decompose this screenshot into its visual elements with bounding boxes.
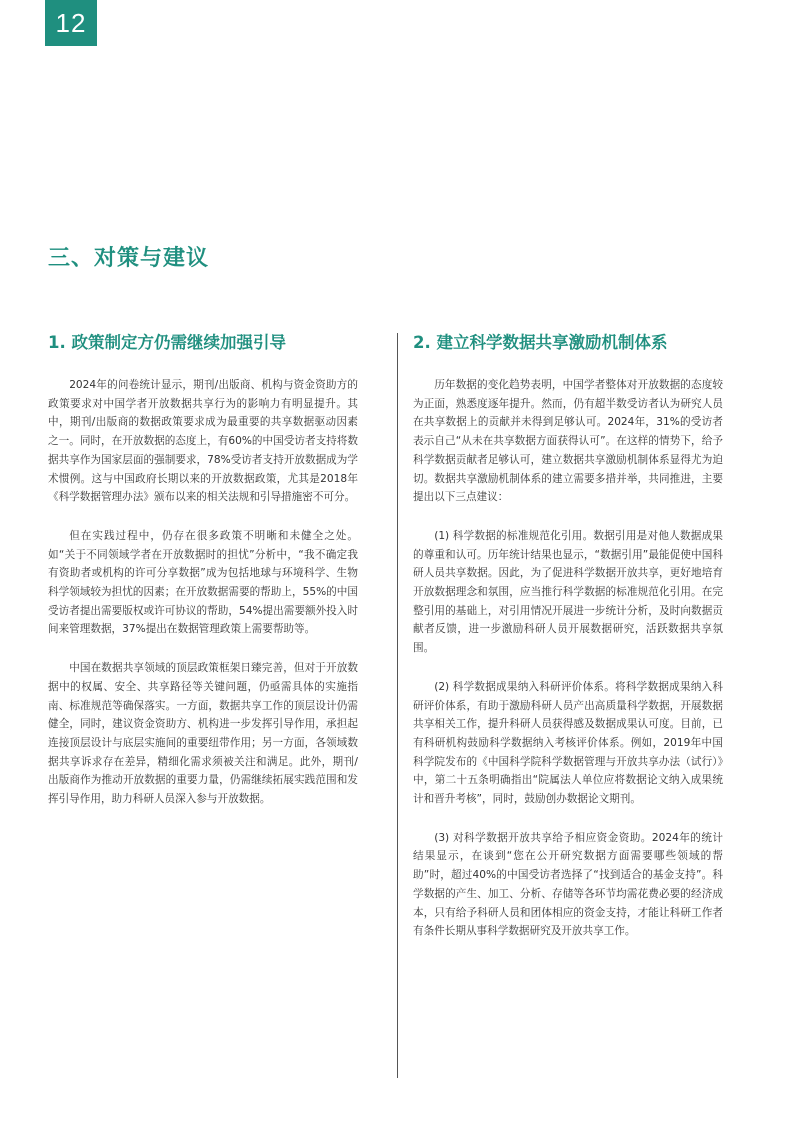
left-paragraph-2: 但在实践过程中，仍存在很多政策不明晰和未健全之处。如“关于不同领域学者在开放数据时的担忧”分析中，“我不确定我有资助者或机构的许可分享数据”成为包括地球与环境科学、生物科学领域较为担忧的因素；在开放数据需要的帮助上，55%的中国受访者提出需要版权或许可协议的帮助，54%提出需要额外投入时间来管理数据，37%提出在数据管理政策上需要帮助等。 — [48, 529, 358, 636]
left-heading: 1. 政策制定方仍需继续加强引导 — [48, 333, 286, 352]
left-paragraph-1: 2024年的问卷统计显示，期刊/出版商、机构与资金资助方的政策要求对中国学者开放数据共享行为的影响力有明显提升。其中，期刊/出版商的数据政策要求成为最重要的共享数据驱动因素之一。同时，在开放数据的态度上，有60%的中国受访者支持将数据共享作为国家层面的强制要求，78%受访者支持开放数据成为学术惯例。这与中国政府长期以来的开放数据政策，尤其是2018年《科学数据管理办法》颁布以来的相关法规和引导措施密不可分。 — [48, 379, 358, 504]
right-paragraph-3: (2) 科学数据成果纳入科研评价体系。将科学数据成果纳入科研评价体系，有助于激励科研人员产出高质量科学数据，开展数据共享相关工作，提升科研人员获得感及数据成果认可度。目前，已有科研机构鼓励科学数据纳入考核评价体系。例如，2019年中国科学院发布的《中国科学院科学数据管理与开放共享办法（试行）》中，第二十五条明确指出“院属法人单位应将数据论文纳入成果统计和晋升考核”，同时，鼓励创办数据论文期刊。 — [413, 680, 723, 806]
right-paragraph-4: (3) 对科学数据开放共享给予相应资金资助。2024年的统计结果显示，在谈到“您在公开研究数据方面需要哪些领域的帮助”时，超过40%的中国受访者选择了“找到适合的基金支持”。科学数据的产生、加工、分析、存储等各环节均需花费必要的经济成本，只有给予科研人员和团体相应的资金支持，才能让科研工作者有条件长期从事科学数据研究及开放共享工作。 — [413, 831, 723, 938]
right-heading: 2. 建立科学数据共享激励机制体系 — [413, 333, 668, 352]
right-paragraph-2: (1) 科学数据的标准规范化引用。数据引用是对他人数据成果的尊重和认可。历年统计结果也显示，“数据引用”最能促使中国科研人员共享数据。因此，为了促进科学数据开放共享，更好地培育开放数据理念和氛围，应当推行科学数据的标准规范化引用。在完整引用的基础上，对引用情况开展进一步统计分析，及时向数据贡献者反馈，进一步激励科研人员开展数据研究，活跃数据共享氛围。 — [413, 529, 723, 655]
left-column — [48, 330, 358, 829]
left-paragraph-3: 中国在数据共享领域的顶层政策框架日臻完善，但对于开放数据中的权属、安全、共享路径等关键问题，仍亟需具体的实施指南、标准规范等确保落实。一方面，数据共享工作的顶层设计仍需健全，同时，建议资金资助方、机构进一步发挥引导作用，承担起连接顶层设计与底层实施间的重要纽带作用；另一方面，各领域数据共享诉求存在差异，精细化需求须被关注和满足。此外，期刊/出版商作为推动开放数据的重要力量，仍需继续拓展实践范围和发挥引导作用，助力科研人员深入参与开放数据。 — [48, 662, 358, 806]
column-divider — [397, 333, 398, 1078]
right-column — [413, 330, 723, 961]
page-number: 12 — [45, 0, 97, 46]
right-paragraph-1: 历年数据的变化趋势表明，中国学者整体对开放数据的态度较为正面，熟悉度逐年提升。然而，仍有超半数受访者认为研究人员在共享数据上的贡献并未得到足够认可。2024年，31%的受访者表示自己“从未在共享数据方面获得认可”。在这样的情势下，给予科学数据贡献者足够认可，建立数据共享激励机制体系显得尤为迫切。数据共享激励机制体系的建立需要多措并举，共同推进，主要提出以下三点建议： — [413, 379, 723, 504]
section-title: 三、对策与建议 — [48, 246, 210, 271]
